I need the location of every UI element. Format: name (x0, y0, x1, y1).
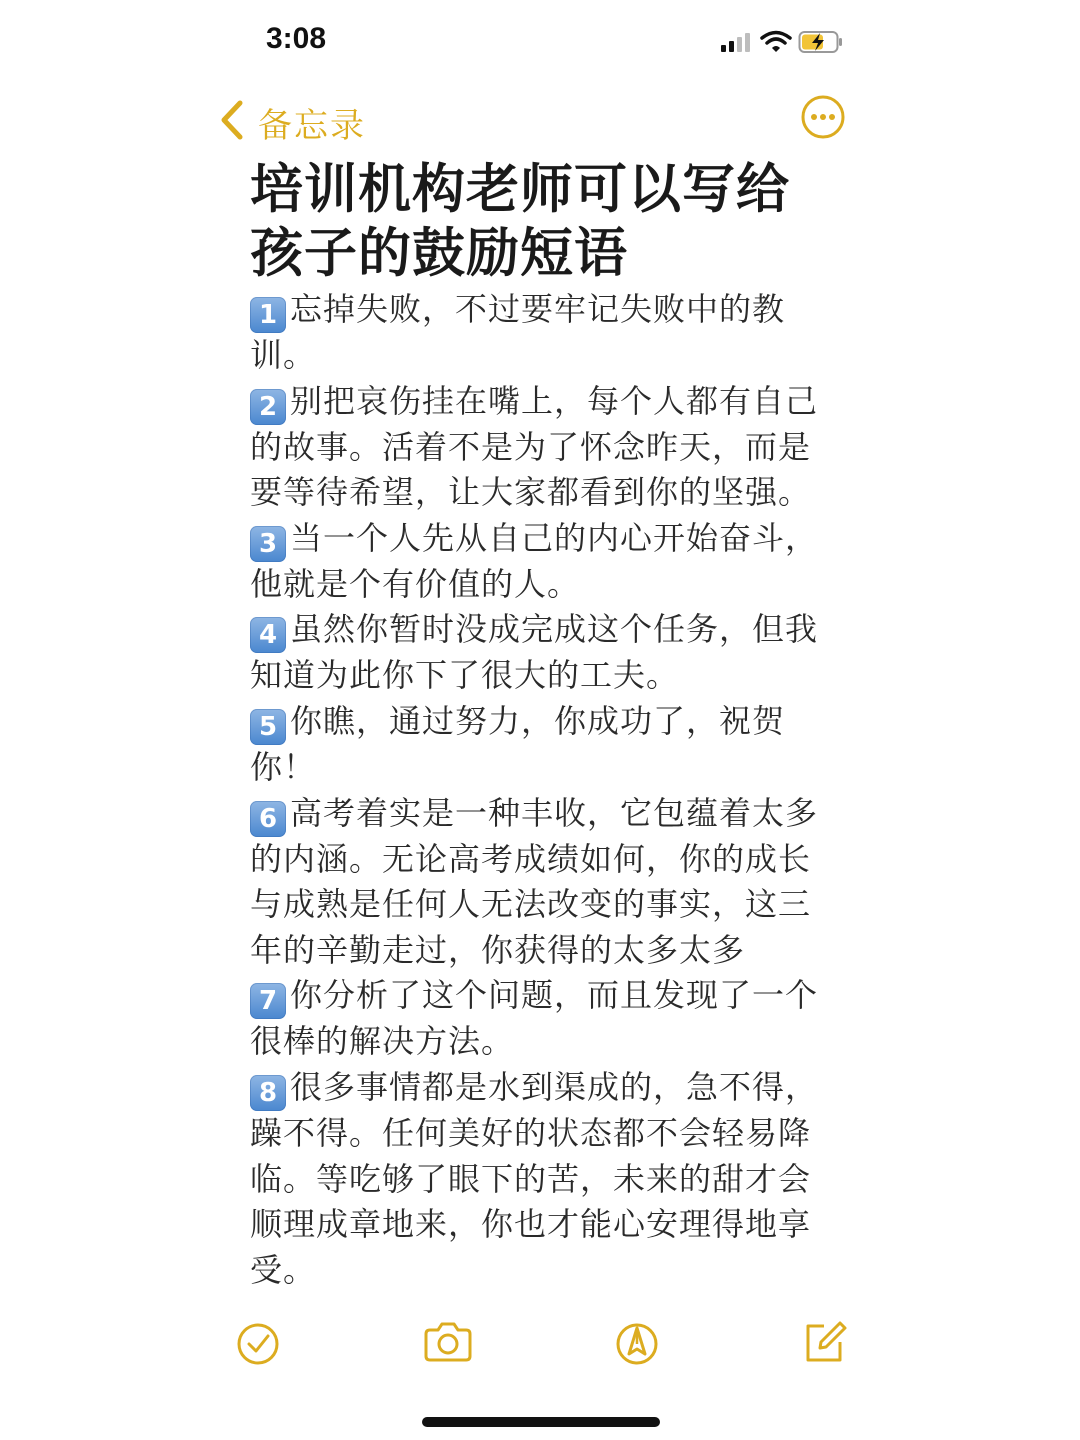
checklist-icon (236, 1318, 284, 1366)
item-text: 你瞧，通过努力，你成功了，祝贺你！ (250, 701, 786, 786)
number-badge: 1 (250, 297, 286, 333)
chevron-left-icon (218, 100, 246, 140)
number-badge: 7 (250, 983, 286, 1019)
list-item (250, 973, 830, 1065)
wifi-icon (760, 30, 792, 54)
markup-button[interactable] (614, 1318, 662, 1366)
list-item (250, 287, 830, 379)
bottom-toolbar (0, 1318, 1080, 1378)
item-text: 忘掉失败，不过要牢记失败中的教训。 (250, 290, 786, 374)
list-item (250, 791, 830, 974)
list-item (250, 1065, 830, 1293)
item-text: 虽然你暂时没成完成这个任务，但我知道为此你下了很大的工夫。 (250, 610, 819, 695)
camera-icon (422, 1318, 474, 1366)
number-badge: 2 (250, 389, 286, 425)
status-time: 3:08 (266, 22, 327, 55)
checklist-button[interactable] (236, 1318, 284, 1366)
list-item (250, 607, 830, 699)
number-badge: 6 (250, 801, 286, 837)
item-text: 很多事情都是水到渠成的，急不得，躁不得。任何美好的状态都不会轻易降临。等吃够了眼下的苦，未来的甜才会顺理成章地来，你也才能心安理得地享受。 (250, 1067, 819, 1289)
number-badge: 4 (250, 617, 286, 653)
back-label: 备忘录 (258, 106, 366, 146)
number-badge: 8 (250, 1075, 286, 1111)
item-text: 别把哀伤挂在嘴上，每个人都有自己的故事。活着不是为了怀念昨天，而是要等待希望，让大家都看到你的坚强。 (250, 381, 819, 512)
item-text: 你分析了这个问题，而且发现了一个很棒的解决方法。 (250, 976, 819, 1061)
markup-pen-icon (614, 1318, 662, 1366)
list-item (250, 699, 830, 791)
more-button[interactable] (800, 94, 846, 140)
note-body[interactable] (250, 287, 830, 1297)
number-badge: 5 (250, 709, 286, 745)
item-text: 高考着实是一种丰收，它包蕴着太多的内涵。无论高考成绩如何，你的成长与成熟是任何人无法改变的事实，这三年的辛勤走过，你获得的太多太多 (250, 793, 819, 969)
list-item (250, 379, 830, 516)
number-badge: 3 (250, 526, 286, 562)
list-item (250, 516, 830, 608)
status-bar (0, 0, 1080, 84)
home-indicator (422, 1417, 660, 1427)
more-ellipsis-icon (800, 94, 846, 140)
camera-button[interactable] (422, 1318, 470, 1366)
compose-button[interactable] (800, 1318, 848, 1366)
nav-bar (0, 88, 1080, 148)
item-text: 当一个人先从自己的内心开始奋斗，他就是个有价值的人。 (250, 518, 819, 603)
battery-charging-icon (798, 30, 844, 54)
note-title[interactable]: 培训机构老师可以写给孩子的鼓励短语 (250, 159, 790, 284)
cellular-signal-icon (720, 32, 754, 54)
compose-icon (800, 1318, 848, 1366)
